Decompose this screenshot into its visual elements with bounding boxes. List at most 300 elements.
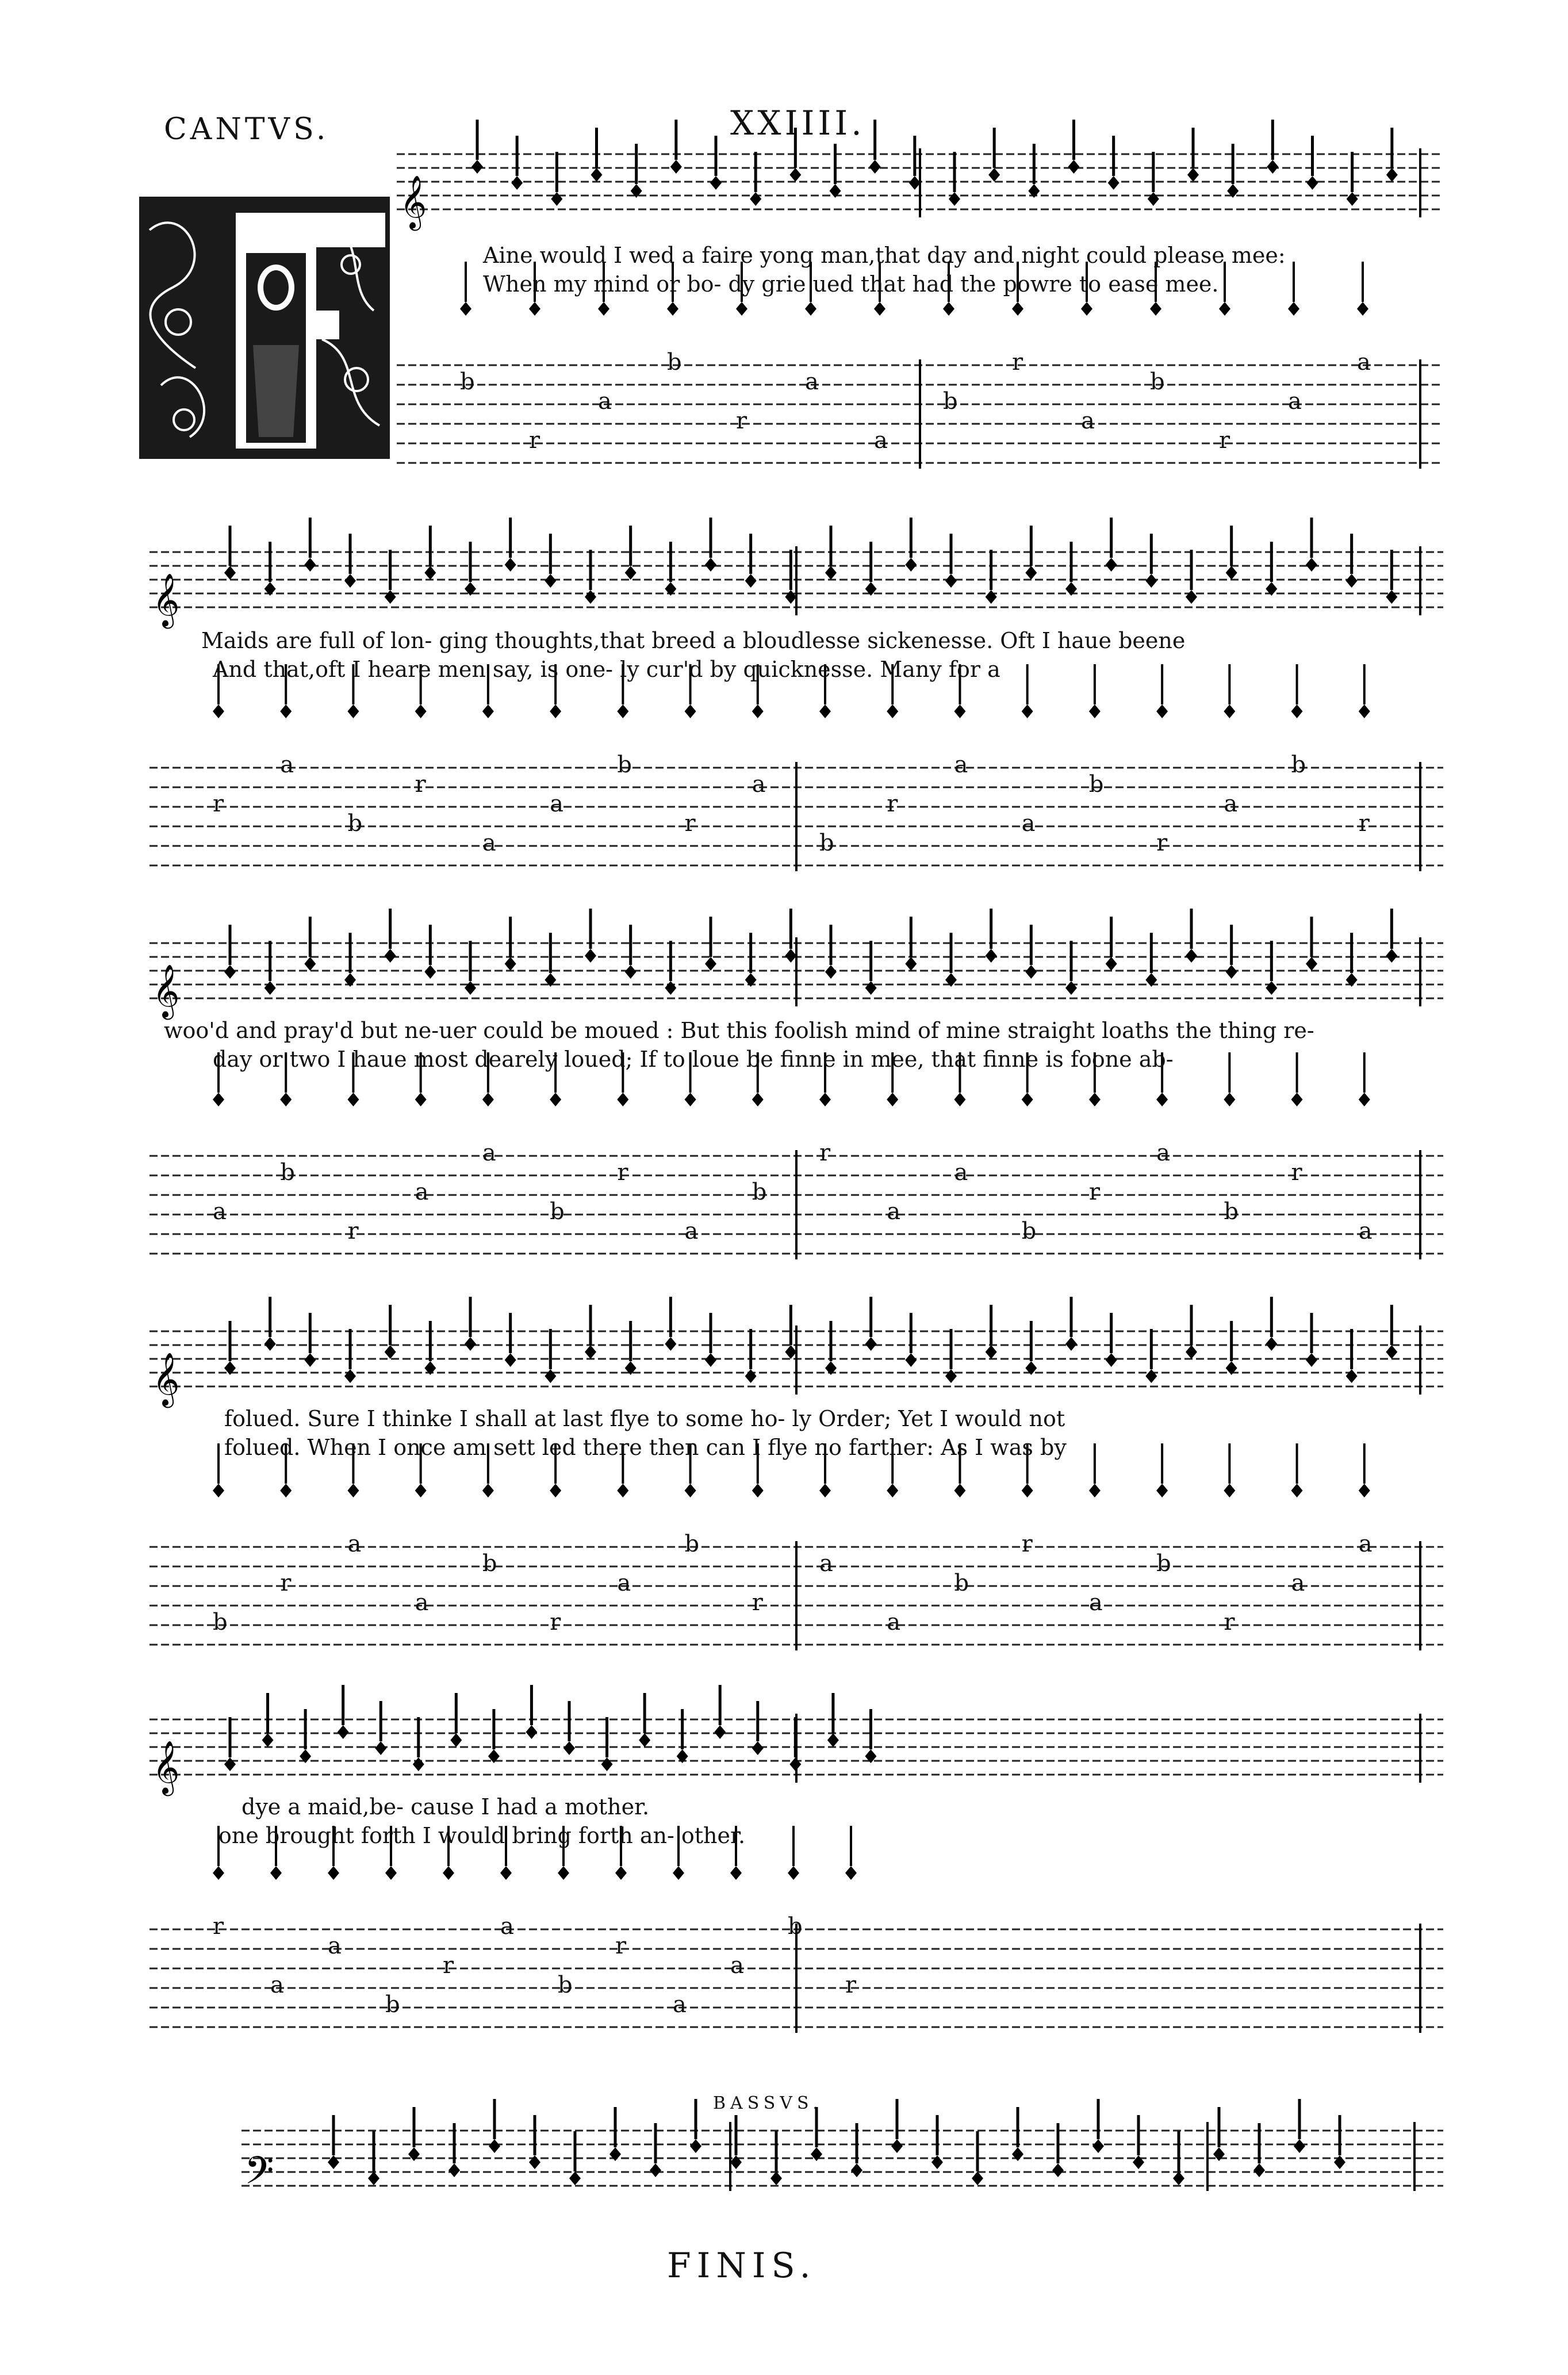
note-4-head xyxy=(865,1337,877,1351)
tab-letter-3-flag-head xyxy=(1022,1093,1033,1106)
note-1-head xyxy=(1267,160,1278,174)
tab-letter-3: r xyxy=(1088,1179,1101,1205)
tab-letter-3-flag-head xyxy=(347,1093,359,1106)
note-1-head xyxy=(710,176,722,190)
tab-letter-4: a xyxy=(415,1589,429,1616)
note-4-head xyxy=(665,1337,676,1351)
tab-letter-2-flag-head xyxy=(1359,704,1370,718)
note-3-head xyxy=(1266,981,1277,995)
tab-letter-3-flag-head xyxy=(550,1093,561,1106)
note-4-head xyxy=(945,1369,957,1383)
tab-letter-3: b xyxy=(550,1198,565,1225)
note-3-head xyxy=(505,957,516,971)
note-3-head xyxy=(785,949,796,963)
tab-letter-3-flag-head xyxy=(617,1093,628,1106)
tab-letter-5-flag-head xyxy=(270,1866,282,1880)
tab-letter-1: a xyxy=(805,369,819,395)
clef-icon: 𝄞 xyxy=(152,573,180,626)
part-heading: CANTVS. xyxy=(164,112,329,147)
tab-letter-4-flag-head xyxy=(1156,1484,1168,1497)
tab-letter-3: r xyxy=(347,1218,359,1244)
bassus-note-head xyxy=(972,2171,983,2185)
note-1-head xyxy=(1148,192,1159,206)
tab-letter-3-flag-head xyxy=(415,1093,427,1106)
tab-letter-1-flag-head xyxy=(1081,302,1092,316)
tab-letter-2: a xyxy=(550,791,563,817)
lyric-line-1b: When my mind or bo- dy grie ued that had the powre to ease mee. xyxy=(483,271,1219,297)
note-5-head xyxy=(338,1725,349,1739)
tab-letter-1-flag-head xyxy=(1357,302,1368,316)
note-2-head xyxy=(1106,558,1117,572)
tab-letter-2-flag-head xyxy=(1089,704,1101,718)
note-3-head xyxy=(385,949,396,963)
tab-letter-4: a xyxy=(347,1531,362,1557)
lyric-line-5a: dye a maid,be- cause I had a mother. xyxy=(241,1794,650,1819)
note-3-head xyxy=(264,981,276,995)
note-4-head xyxy=(986,1345,997,1359)
tab-letter-5-flag-head xyxy=(328,1866,339,1880)
note-3-head xyxy=(1386,949,1397,963)
note-2-head xyxy=(625,566,637,580)
tab-letter-3-flag-head xyxy=(1156,1093,1168,1106)
tab-letter-4: r xyxy=(752,1589,763,1616)
tab-letter-5: b xyxy=(558,1972,573,1998)
tab-letter-5-flag-head xyxy=(213,1866,224,1880)
tab-letter-1-flag-head xyxy=(667,302,678,316)
tab-letter-1-flag-head xyxy=(874,302,885,316)
note-5-head xyxy=(752,1741,764,1755)
bassus-note-head xyxy=(1173,2171,1184,2185)
note-1-head xyxy=(1187,168,1199,182)
note-2-head xyxy=(424,566,436,580)
note-1-head xyxy=(1307,176,1318,190)
tab-letter-5-flag-head xyxy=(788,1866,799,1880)
note-1-head xyxy=(789,168,801,182)
note-5-head xyxy=(262,1733,274,1747)
tab-letter-2-flag-head xyxy=(482,704,494,718)
tab-letter-1-flag-head xyxy=(1288,302,1299,316)
note-5-head xyxy=(375,1741,386,1755)
tab-letter-2: r xyxy=(213,791,224,817)
note-3-head xyxy=(224,965,236,979)
tab-letter-1-flag-head xyxy=(1150,302,1161,316)
tab-letter-4-flag-head xyxy=(1291,1484,1303,1497)
note-4-head xyxy=(304,1353,316,1367)
tab-letter-3: b xyxy=(1224,1198,1239,1225)
note-3-head xyxy=(986,949,997,963)
note-1-head xyxy=(551,192,562,206)
tab-letter-2: r xyxy=(684,810,696,837)
tab-letter-2: b xyxy=(1291,752,1306,778)
note-3-head xyxy=(665,981,676,995)
note-2-head xyxy=(1226,566,1237,580)
note-2-head xyxy=(344,574,356,588)
song-number: XXIIII. xyxy=(730,104,865,143)
note-4-head xyxy=(745,1369,757,1383)
tab-letter-5-flag-head xyxy=(673,1866,684,1880)
bassus-note-head xyxy=(851,2163,862,2177)
lyric-line-4b: folued. When I once am sett led there then can I flye no farther: As I was by xyxy=(224,1435,1067,1460)
tab-letter-2: a xyxy=(280,752,294,778)
tab-letter-1-flag-head xyxy=(943,302,954,316)
tab-letter-4-flag-head xyxy=(685,1484,696,1497)
tab-letter-3-flag-head xyxy=(1291,1093,1303,1106)
note-1-head xyxy=(750,192,761,206)
tab-letter-4-flag-head xyxy=(482,1484,494,1497)
tab-letter-5: a xyxy=(673,1991,687,2018)
tab-letter-5-flag-head xyxy=(385,1866,397,1880)
tab-letter-1-flag-head xyxy=(1219,302,1230,316)
tab-letter-2: a xyxy=(482,830,496,856)
tab-letter-3: b xyxy=(280,1159,295,1186)
note-2-head xyxy=(945,574,957,588)
tab-letter-4: r xyxy=(280,1570,292,1596)
note-2-head xyxy=(1025,566,1037,580)
note-4-head xyxy=(1145,1369,1157,1383)
note-3-head xyxy=(1226,965,1237,979)
note-4-head xyxy=(585,1345,596,1359)
note-5-head xyxy=(563,1741,575,1755)
tab-letter-3: a xyxy=(482,1140,496,1166)
tab-letter-2: r xyxy=(1358,810,1370,837)
note-5-head xyxy=(413,1757,424,1771)
clef-icon: 𝄞 xyxy=(152,1740,180,1794)
tab-letter-3-flag-head xyxy=(752,1093,764,1106)
note-5-head xyxy=(639,1733,650,1747)
tab-letter-3-flag-head xyxy=(685,1093,696,1106)
tab-letter-2-flag-head xyxy=(415,704,427,718)
bassus-note-head xyxy=(690,2139,701,2153)
tab-letter-3: b xyxy=(1021,1218,1037,1244)
note-5-head xyxy=(827,1733,839,1747)
note-1-head xyxy=(1108,176,1120,190)
tab-letter-1: r xyxy=(736,408,747,434)
tab-letter-2-flag-head xyxy=(617,704,628,718)
tab-letter-4: a xyxy=(1291,1570,1305,1596)
note-5-head xyxy=(450,1733,462,1747)
note-3-head xyxy=(705,957,716,971)
tab-letter-2: b xyxy=(819,830,834,856)
tab-letter-3: r xyxy=(617,1159,628,1186)
lyric-line-4a: folued. Sure I thinke I shall at last flye to some ho- ly Order; Yet I would not xyxy=(224,1406,1065,1431)
tab-letter-4-flag-head xyxy=(347,1484,359,1497)
tab-letter-2: a xyxy=(1021,810,1036,837)
lyric-line-1a: Aine would I wed a faire yong man,that day and night could please mee: xyxy=(483,243,1286,268)
note-2-head xyxy=(1346,574,1358,588)
tab-letter-4: b xyxy=(482,1550,497,1577)
note-3-head xyxy=(1065,981,1077,995)
tab-letter-5-flag-head xyxy=(443,1866,454,1880)
note-1-head xyxy=(1386,168,1398,182)
tab-letter-2: r xyxy=(887,791,898,817)
tab-letter-2: a xyxy=(954,752,968,778)
tab-letter-3-flag-head xyxy=(280,1093,292,1106)
note-2-head xyxy=(1306,558,1317,572)
tab-letter-3: a xyxy=(213,1198,227,1225)
lyric-line-3a: woo'd and pray'd but ne-uer could be moued : But this foolish mind of mine straight loaths the thing re- xyxy=(164,1018,1314,1043)
note-2-head xyxy=(825,566,837,580)
tab-letter-5: a xyxy=(500,1913,514,1940)
tab-letter-1-flag-head xyxy=(598,302,609,316)
note-1-head xyxy=(1068,160,1080,174)
tab-letter-5: a xyxy=(270,1972,284,1998)
note-5-head xyxy=(224,1757,236,1771)
note-2-head xyxy=(545,574,556,588)
tab-letter-2-flag-head xyxy=(752,704,764,718)
bassus-note-head xyxy=(1052,2163,1064,2177)
tab-letter-2-flag-head xyxy=(887,704,898,718)
tab-letter-4-flag-head xyxy=(819,1484,831,1497)
tab-letter-4-flag-head xyxy=(213,1484,224,1497)
note-1-head xyxy=(1347,192,1358,206)
tab-letter-2-flag-head xyxy=(685,704,696,718)
note-1-head xyxy=(949,192,960,206)
tab-letter-4-flag-head xyxy=(752,1484,764,1497)
tab-letter-2: r xyxy=(415,771,426,798)
note-4-head xyxy=(1346,1369,1358,1383)
tab-letter-4: b xyxy=(1156,1550,1171,1577)
tab-letter-3-flag-head xyxy=(887,1093,898,1106)
tab-letter-1-flag-head xyxy=(1012,302,1023,316)
note-4-head xyxy=(1106,1353,1117,1367)
tab-letter-3-flag-head xyxy=(1089,1093,1101,1106)
note-4-head xyxy=(465,1337,476,1351)
tab-letter-4-flag-head xyxy=(1359,1484,1370,1497)
note-1-head xyxy=(988,168,1000,182)
note-2-head xyxy=(785,590,796,604)
tab-letter-1-flag-head xyxy=(736,302,747,316)
note-3-head xyxy=(465,981,476,995)
tab-letter-5: r xyxy=(213,1913,224,1940)
tab-letter-2-flag-head xyxy=(213,704,224,718)
note-2-head xyxy=(986,590,997,604)
tab-letter-4: b xyxy=(684,1531,700,1557)
note-4-head xyxy=(1186,1345,1197,1359)
note-4-head xyxy=(264,1337,276,1351)
bass-clef-icon: 𝄢 xyxy=(244,2148,274,2202)
tab-letter-4-flag-head xyxy=(280,1484,292,1497)
tab-letter-2-flag-head xyxy=(347,704,359,718)
tab-letter-1: a xyxy=(1357,349,1371,376)
tab-letter-1: a xyxy=(874,427,888,454)
tab-letter-5: a xyxy=(730,1952,744,1979)
tab-letter-4: r xyxy=(1224,1609,1235,1635)
note-4-head xyxy=(1386,1345,1397,1359)
lyric-line-2b: And that,oft I heare men say, is one- ly cur'd by quicknesse. Many for a xyxy=(213,657,1000,682)
note-2-head xyxy=(1145,574,1157,588)
note-3-head xyxy=(1306,957,1317,971)
tab-letter-3-flag-head xyxy=(1359,1093,1370,1106)
tab-letter-1-flag-head xyxy=(460,302,471,316)
tab-letter-2-flag-head xyxy=(550,704,561,718)
bassus-note-head xyxy=(650,2163,661,2177)
tab-letter-4: r xyxy=(550,1609,561,1635)
tab-letter-4: a xyxy=(617,1570,631,1596)
note-1-head xyxy=(670,160,682,174)
note-4-head xyxy=(545,1369,556,1383)
note-5-head xyxy=(714,1725,726,1739)
tab-letter-1: a xyxy=(598,388,612,415)
tab-letter-5-flag-head xyxy=(500,1866,512,1880)
note-3-head xyxy=(1186,949,1197,963)
tab-letter-1: r xyxy=(529,427,540,454)
tab-letter-4: a xyxy=(819,1550,833,1577)
tab-letter-4-flag-head xyxy=(1089,1484,1101,1497)
tab-letter-1-flag-head xyxy=(529,302,540,316)
tab-letter-4: b xyxy=(213,1609,228,1635)
tab-letter-2: b xyxy=(617,752,632,778)
note-1-head xyxy=(591,168,603,182)
tab-letter-4-flag-head xyxy=(1224,1484,1235,1497)
bassus-note-head xyxy=(448,2163,460,2177)
tab-letter-5: b xyxy=(385,1991,400,2018)
tab-letter-1-flag-head xyxy=(805,302,816,316)
bassus-note-head xyxy=(1294,2139,1305,2153)
note-4-head xyxy=(1266,1337,1277,1351)
tab-letter-4: a xyxy=(887,1609,901,1635)
tab-letter-5-flag-head xyxy=(558,1866,569,1880)
tab-letter-1: b xyxy=(1150,369,1165,395)
note-4-head xyxy=(344,1369,356,1383)
tab-letter-3: a xyxy=(415,1179,429,1205)
note-2-head xyxy=(1186,590,1197,604)
tab-letter-3-flag-head xyxy=(482,1093,494,1106)
note-3-head xyxy=(625,965,637,979)
tab-letter-2-flag-head xyxy=(1156,704,1168,718)
tab-letter-5: r xyxy=(615,1933,627,1959)
lyric-line-5b: one brought forth I would bring forth an- other. xyxy=(218,1823,746,1848)
tab-letter-5-flag-head xyxy=(845,1866,857,1880)
bassus-note-head xyxy=(368,2171,379,2185)
note-1-head xyxy=(869,160,881,174)
note-1-head xyxy=(909,176,921,190)
note-2-head xyxy=(905,558,917,572)
bassus-note-head xyxy=(770,2171,782,2185)
tab-letter-3-flag-head xyxy=(1224,1093,1235,1106)
tab-letter-5-flag-head xyxy=(615,1866,627,1880)
note-4-head xyxy=(1306,1353,1317,1367)
tab-letter-1: b xyxy=(667,349,682,376)
tab-letter-2-flag-head xyxy=(954,704,965,718)
note-2-head xyxy=(385,590,396,604)
note-3-head xyxy=(424,965,436,979)
tab-letter-4-flag-head xyxy=(1022,1484,1033,1497)
tab-letter-3: a xyxy=(1156,1140,1170,1166)
note-2-head xyxy=(304,558,316,572)
tab-letter-5: r xyxy=(845,1972,857,1998)
clef-icon: 𝄞 xyxy=(152,1352,180,1405)
note-3-head xyxy=(825,965,837,979)
tab-letter-2-flag-head xyxy=(280,704,292,718)
bassus-note-head xyxy=(489,2139,500,2153)
tab-letter-3: r xyxy=(1291,1159,1302,1186)
tab-letter-5: a xyxy=(328,1933,342,1959)
note-5-head xyxy=(526,1725,537,1739)
tab-letter-3: b xyxy=(752,1179,767,1205)
bassus-label: BASSVS. xyxy=(713,2093,823,2113)
note-4-head xyxy=(705,1353,716,1367)
tab-letter-3: a xyxy=(684,1218,699,1244)
tab-letter-4: a xyxy=(1088,1589,1103,1616)
note-3-head xyxy=(905,957,917,971)
tab-letter-2: b xyxy=(1088,771,1104,798)
tab-letter-3-flag-head xyxy=(954,1093,965,1106)
clef-icon: 𝄞 xyxy=(152,964,180,1017)
note-2-head xyxy=(224,566,236,580)
tab-letter-3: a xyxy=(887,1198,901,1225)
tab-letter-4-flag-head xyxy=(617,1484,628,1497)
finis-label: FINIS. xyxy=(667,2246,816,2286)
note-1-head xyxy=(511,176,523,190)
note-4-head xyxy=(785,1345,796,1359)
tab-letter-5: b xyxy=(788,1913,803,1940)
note-3-head xyxy=(585,949,596,963)
note-2-head xyxy=(505,558,516,572)
tab-letter-1: b xyxy=(460,369,475,395)
tab-letter-3: r xyxy=(819,1140,831,1166)
tab-letter-2-flag-head xyxy=(1291,704,1303,718)
note-2-head xyxy=(585,590,596,604)
note-2-head xyxy=(745,574,757,588)
note-5-head xyxy=(601,1757,613,1771)
tab-letter-4-flag-head xyxy=(887,1484,898,1497)
tab-letter-2-flag-head xyxy=(1224,704,1235,718)
note-1-head xyxy=(471,160,483,174)
tab-letter-1: a xyxy=(1288,388,1302,415)
note-4-head xyxy=(505,1353,516,1367)
tab-letter-2: b xyxy=(347,810,363,837)
tab-letter-3: a xyxy=(954,1159,968,1186)
tab-letter-2-flag-head xyxy=(819,704,831,718)
note-3-head xyxy=(304,957,316,971)
tab-letter-3: a xyxy=(1358,1218,1373,1244)
tab-letter-1: r xyxy=(1219,427,1230,454)
bassus-note-head xyxy=(1092,2139,1104,2153)
note-2-head xyxy=(1386,590,1397,604)
tab-letter-4-flag-head xyxy=(550,1484,561,1497)
tab-letter-4-flag-head xyxy=(415,1484,427,1497)
clef-icon: 𝄞 xyxy=(400,175,427,228)
tab-letter-2: a xyxy=(1224,791,1238,817)
tab-letter-2: a xyxy=(752,771,766,798)
note-4-head xyxy=(385,1345,396,1359)
note-4-head xyxy=(1065,1337,1077,1351)
tab-letter-2: r xyxy=(1156,830,1168,856)
note-2-head xyxy=(705,558,716,572)
lyric-line-3b: day or two I haue most dearely loued; If to loue be finne in mee, that finne is foone ab- xyxy=(213,1047,1174,1072)
lyric-line-2a: Maids are full of lon- ging thoughts,that breed a bloudlesse sickenesse. Oft I haue beene xyxy=(201,628,1186,653)
tab-letter-1: a xyxy=(1081,408,1095,434)
tab-letter-1: b xyxy=(943,388,958,415)
note-3-head xyxy=(1025,965,1037,979)
tab-letter-3-flag-head xyxy=(213,1093,224,1106)
note-4-head xyxy=(905,1353,917,1367)
note-3-head xyxy=(865,981,877,995)
tab-letter-5: r xyxy=(443,1952,454,1979)
bassus-note-head xyxy=(891,2139,903,2153)
bassus-note-head xyxy=(569,2171,581,2185)
tab-letter-4-flag-head xyxy=(954,1484,965,1497)
tab-letter-3-flag-head xyxy=(819,1093,831,1106)
tab-letter-2-flag-head xyxy=(1022,704,1033,718)
bassus-note-head xyxy=(1253,2163,1265,2177)
note-3-head xyxy=(1106,957,1117,971)
tab-letter-4: a xyxy=(1358,1531,1373,1557)
tab-letter-5-flag-head xyxy=(730,1866,742,1880)
tab-letter-1: r xyxy=(1012,349,1023,376)
tab-letter-4: r xyxy=(1021,1531,1033,1557)
tab-letter-4: b xyxy=(954,1570,969,1596)
